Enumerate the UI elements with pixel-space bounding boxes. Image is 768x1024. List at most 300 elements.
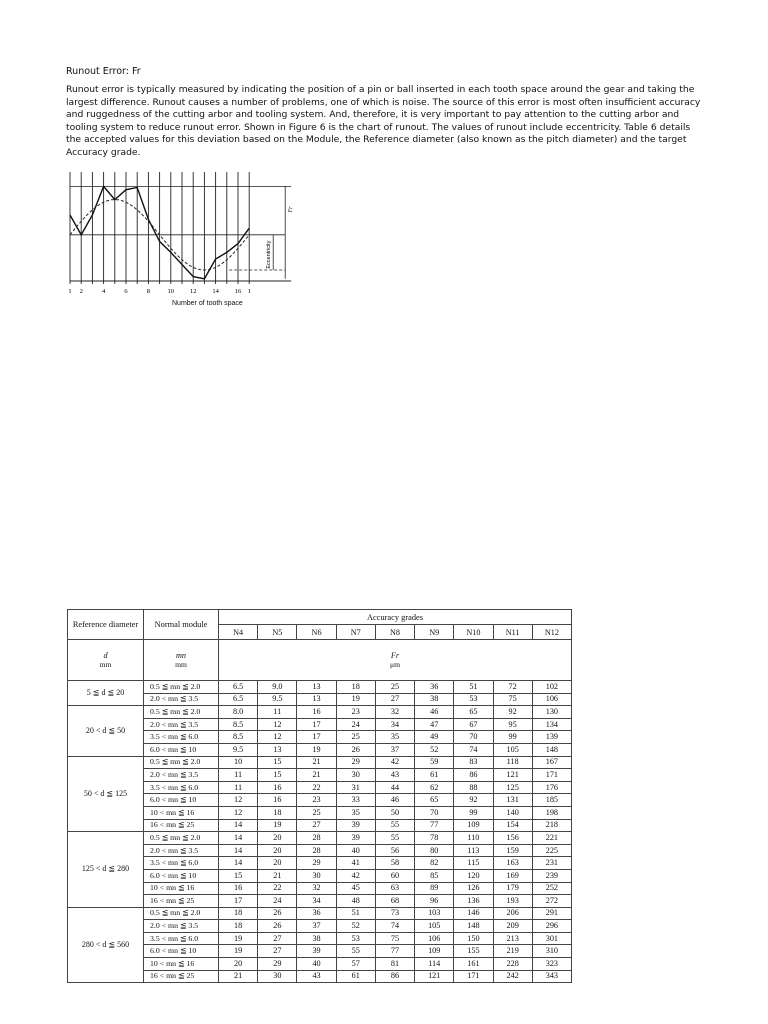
fr-value-cell: 35 [336, 806, 375, 819]
fr-value-cell: 23 [336, 706, 375, 719]
fr-value-cell: 109 [454, 819, 493, 832]
fr-value-cell: 60 [375, 869, 414, 882]
fr-value-cell: 96 [415, 895, 454, 908]
fr-value-cell: 16 [258, 781, 297, 794]
fr-value-cell: 80 [415, 844, 454, 857]
x-tick-label: 14 [212, 288, 219, 295]
fr-value-cell: 131 [493, 794, 532, 807]
fr-value-cell: 14 [219, 857, 258, 870]
fr-value-cell: 29 [258, 958, 297, 971]
fr-value-cell: 17 [297, 718, 336, 731]
module-range: 10 < mn ≦ 16 [144, 958, 219, 971]
fr-value-cell: 13 [297, 681, 336, 694]
table-row [68, 806, 572, 819]
fr-value-cell: 16 [219, 882, 258, 895]
fr-value-cell: 18 [258, 806, 297, 819]
fr-value-cell: 209 [493, 920, 532, 933]
fr-value-cell: 47 [415, 718, 454, 731]
ref-diameter-range: 20 < d ≦ 50 [68, 706, 144, 756]
fr-value-cell: 179 [493, 882, 532, 895]
m-symbol-cell: mn mm [144, 640, 219, 681]
fr-value-cell: 73 [375, 907, 414, 920]
fr-value-cell: 55 [375, 832, 414, 845]
fr-value-cell: 148 [454, 920, 493, 933]
fr-value-cell: 61 [336, 970, 375, 983]
fr-value-cell: 12 [258, 731, 297, 744]
fr-value-cell: 25 [375, 681, 414, 694]
fr-value-cell: 92 [493, 706, 532, 719]
fr-value-cell: 75 [375, 932, 414, 945]
table-row [68, 907, 572, 920]
fr-value-cell: 70 [415, 806, 454, 819]
table-row [68, 844, 572, 857]
module-range: 10 < mn ≦ 16 [144, 882, 219, 895]
module-range: 2.0 < mn ≦ 3.5 [144, 769, 219, 782]
x-tick-label: 1 [247, 288, 251, 295]
fr-value-cell: 49 [415, 731, 454, 744]
fr-value-cell: 62 [415, 781, 454, 794]
fr-value-cell: 24 [258, 895, 297, 908]
fr-value-cell: 40 [297, 958, 336, 971]
fr-value-cell: 30 [258, 970, 297, 983]
fr-value-cell: 99 [454, 806, 493, 819]
fr-value-cell: 17 [297, 731, 336, 744]
fr-value-cell: 85 [415, 869, 454, 882]
fr-value-cell: 33 [336, 794, 375, 807]
fr-value-cell: 30 [336, 769, 375, 782]
fr-value-cell: 63 [375, 882, 414, 895]
fr-value-cell: 41 [336, 857, 375, 870]
fr-value-cell: 9.5 [258, 693, 297, 706]
fr-value-cell: 12 [219, 794, 258, 807]
fr-value-cell: 35 [375, 731, 414, 744]
runout-chart-figure [62, 168, 342, 298]
fr-value-cell: 53 [336, 932, 375, 945]
fr-value-cell: 43 [297, 970, 336, 983]
fr-value-cell: 163 [493, 857, 532, 870]
fr-value-cell: 239 [532, 869, 571, 882]
table-row [68, 681, 572, 694]
fr-value-cell: 39 [336, 819, 375, 832]
fr-value-cell: 20 [258, 844, 297, 857]
fr-value-cell: 16 [258, 794, 297, 807]
fr-table-grid [67, 609, 572, 983]
table-row [68, 819, 572, 832]
ref-diameter-range: 280 < d ≦ 560 [68, 907, 144, 983]
fr-value-cell: 21 [297, 769, 336, 782]
table-row [68, 781, 572, 794]
fr-value-cell: 161 [454, 958, 493, 971]
fr-value-cell: 34 [297, 895, 336, 908]
fr-value-cell: 185 [532, 794, 571, 807]
fr-value-cell: 56 [375, 844, 414, 857]
fr-value-cell: 125 [493, 781, 532, 794]
x-tick-label: 10 [167, 288, 175, 295]
fr-value-cell: 52 [336, 920, 375, 933]
fr-value-cell: 146 [454, 907, 493, 920]
grade-header-n6: N6 [297, 625, 336, 640]
fr-value-cell: 18 [219, 907, 258, 920]
fr-value-cell: 105 [493, 743, 532, 756]
d-symbol-cell: d mm [68, 640, 144, 681]
ref-diameter-range: 5 ≦ d ≦ 20 [68, 681, 144, 706]
fr-value-cell: 55 [375, 819, 414, 832]
fr-value-cell: 121 [493, 769, 532, 782]
body-paragraph: Runout error is typically measured by indicating the position of a pin or ball inserted in each tooth space around the gear and taking the largest difference. Runout causes a number of problems, one of which is noise. The source of this error is most often insufficient accuracy and ruggedness of the cutting arbor and tooling system. And, therefore, it is very important to pay attention to the cutting arbor and tooling system to reduce runout error. Shown in Figure 6 is the chart of runout. The values of runout include eccentricity. Table 6 details the accepted values for this deviation based on the Module, the Reference diameter (also known as the pitch diameter) and the target Accuracy grade. [66, 84, 701, 158]
table-row [68, 895, 572, 908]
fr-label: Fr [288, 206, 295, 213]
fr-value-cell: 44 [375, 781, 414, 794]
fr-value-cell: 6.5 [219, 681, 258, 694]
fr-value-cell: 37 [375, 743, 414, 756]
fr-value-cell: 77 [375, 945, 414, 958]
fr-value-cell: 22 [297, 781, 336, 794]
grade-header-n5: N5 [258, 625, 297, 640]
module-range: 0.5 ≦ mn ≦ 2.0 [144, 756, 219, 769]
fr-value-cell: 155 [454, 945, 493, 958]
fr-value-cell: 27 [258, 932, 297, 945]
fr-value-cell: 8.5 [219, 731, 258, 744]
fr-value-cell: 45 [336, 882, 375, 895]
fr-value-cell: 19 [219, 932, 258, 945]
fr-value-cell: 148 [532, 743, 571, 756]
fr-value-cell: 113 [454, 844, 493, 857]
fr-value-cell: 37 [297, 920, 336, 933]
grade-header-n12: N12 [532, 625, 571, 640]
table-row [68, 718, 572, 731]
fr-value-cell: 242 [493, 970, 532, 983]
fr-value-cell: 21 [258, 869, 297, 882]
fr-value-cell: 48 [336, 895, 375, 908]
fr-value-cell: 28 [297, 844, 336, 857]
fr-value-cell: 20 [258, 857, 297, 870]
fr-symbol-cell: Fr μm [219, 640, 572, 681]
x-tick-label: 1 [68, 288, 72, 295]
x-tick-label: 4 [101, 288, 106, 295]
fr-value-cell: 228 [493, 958, 532, 971]
fr-value-cell: 310 [532, 945, 571, 958]
fr-value-cell: 27 [258, 945, 297, 958]
table-row [68, 958, 572, 971]
fr-value-cell: 74 [454, 743, 493, 756]
fr-value-cell: 106 [415, 932, 454, 945]
fr-value-cell: 46 [375, 794, 414, 807]
fr-value-cell: 11 [219, 781, 258, 794]
fr-value-cell: 20 [219, 958, 258, 971]
fr-value-cell: 231 [532, 857, 571, 870]
fr-value-cell: 39 [297, 945, 336, 958]
fr-value-cell: 83 [454, 756, 493, 769]
fr-value-cell: 30 [297, 869, 336, 882]
fr-value-cell: 105 [415, 920, 454, 933]
module-range: 0.5 ≦ mn ≦ 2.0 [144, 832, 219, 845]
fr-value-cell: 65 [415, 794, 454, 807]
x-tick-label: 8 [146, 288, 151, 295]
fr-value-cell: 72 [493, 681, 532, 694]
fr-value-cell: 213 [493, 932, 532, 945]
fr-value-cell: 43 [375, 769, 414, 782]
grade-header-n8: N8 [375, 625, 414, 640]
grade-header-n9: N9 [415, 625, 454, 640]
table-row [68, 832, 572, 845]
module-range: 16 < mn ≦ 25 [144, 895, 219, 908]
module-range: 0.5 ≦ mn ≦ 2.0 [144, 681, 219, 694]
header-ref-diameter: Reference diameter [68, 610, 144, 640]
module-range: 2.0 < mn ≦ 3.5 [144, 718, 219, 731]
fr-value-cell: 18 [219, 920, 258, 933]
fr-value-cell: 118 [493, 756, 532, 769]
module-range: 0.5 ≦ mn ≦ 2.0 [144, 706, 219, 719]
fr-value-cell: 52 [415, 743, 454, 756]
fr-value-cell: 102 [532, 681, 571, 694]
figure-xlabel: Number of tooth space [172, 300, 243, 307]
fr-value-cell: 218 [532, 819, 571, 832]
fr-value-cell: 19 [336, 693, 375, 706]
fr-value-cell: 19 [219, 945, 258, 958]
fr-value-cell: 136 [454, 895, 493, 908]
fr-value-cell: 171 [454, 970, 493, 983]
fr-value-cell: 13 [297, 693, 336, 706]
header-accuracy-grades: Accuracy grades [219, 610, 572, 625]
table-row [68, 706, 572, 719]
fr-value-cell: 15 [219, 869, 258, 882]
fr-value-cell: 51 [336, 907, 375, 920]
fr-value-cell: 23 [297, 794, 336, 807]
fr-value-cell: 159 [493, 844, 532, 857]
fr-value-cell: 12 [219, 806, 258, 819]
table-row [68, 756, 572, 769]
fr-value-cell: 219 [493, 945, 532, 958]
module-range: 3.5 < mn ≦ 6.0 [144, 781, 219, 794]
fr-value-cell: 110 [454, 832, 493, 845]
module-range: 6.0 < mn ≦ 10 [144, 794, 219, 807]
ref-diameter-range: 125 < d ≦ 280 [68, 832, 144, 908]
fr-value-cell: 15 [258, 769, 297, 782]
fr-value-cell: 46 [415, 706, 454, 719]
fr-value-cell: 252 [532, 882, 571, 895]
fr-value-cell: 92 [454, 794, 493, 807]
fr-value-cell: 150 [454, 932, 493, 945]
fr-value-cell: 86 [454, 769, 493, 782]
fr-value-cell: 42 [375, 756, 414, 769]
fr-value-cell: 171 [532, 769, 571, 782]
fr-value-cell: 42 [336, 869, 375, 882]
fr-value-cell: 88 [454, 781, 493, 794]
fr-value-cell: 32 [297, 882, 336, 895]
fr-value-cell: 15 [258, 756, 297, 769]
module-range: 6.0 < mn ≦ 10 [144, 743, 219, 756]
x-tick-label: 12 [189, 288, 197, 295]
fr-value-cell: 114 [415, 958, 454, 971]
fr-value-cell: 24 [336, 718, 375, 731]
fr-value-cell: 106 [532, 693, 571, 706]
module-range: 10 < mn ≦ 16 [144, 806, 219, 819]
fr-value-cell: 221 [532, 832, 571, 845]
fr-value-cell: 6.5 [219, 693, 258, 706]
fr-value-cell: 8.5 [219, 718, 258, 731]
fr-value-cell: 103 [415, 907, 454, 920]
fr-value-cell: 176 [532, 781, 571, 794]
fr-value-cell: 32 [375, 706, 414, 719]
module-range: 3.5 < mn ≦ 6.0 [144, 731, 219, 744]
module-range: 2.0 < mn ≦ 3.5 [144, 693, 219, 706]
module-range: 6.0 < mn ≦ 10 [144, 945, 219, 958]
fr-value-cell: 36 [415, 681, 454, 694]
fr-value-cell: 31 [336, 781, 375, 794]
module-range: 16 < mn ≦ 25 [144, 819, 219, 832]
fr-value-cell: 27 [375, 693, 414, 706]
x-tick-label: 6 [124, 288, 128, 295]
fr-value-cell: 51 [454, 681, 493, 694]
module-range: 3.5 < mn ≦ 6.0 [144, 857, 219, 870]
fr-value-cell: 120 [454, 869, 493, 882]
table-row [68, 731, 572, 744]
fr-value-cell: 169 [493, 869, 532, 882]
fr-value-cell: 26 [258, 907, 297, 920]
fr-value-cell: 65 [454, 706, 493, 719]
fr-value-cell: 13 [258, 743, 297, 756]
fr-value-cell: 89 [415, 882, 454, 895]
table-row [68, 932, 572, 945]
fr-value-cell: 126 [454, 882, 493, 895]
fr-value-cell: 206 [493, 907, 532, 920]
fr-value-cell: 10 [219, 756, 258, 769]
fr-value-cell: 19 [258, 819, 297, 832]
fr-value-cell: 21 [219, 970, 258, 983]
fr-value-cell: 67 [454, 718, 493, 731]
fr-value-cell: 27 [297, 819, 336, 832]
fr-value-cell: 14 [219, 819, 258, 832]
fr-value-cell: 40 [336, 844, 375, 857]
grade-header-n7: N7 [336, 625, 375, 640]
fr-value-cell: 55 [336, 945, 375, 958]
table-row [68, 882, 572, 895]
fr-value-cell: 61 [415, 769, 454, 782]
fr-value-cell: 34 [375, 718, 414, 731]
fr-value-cell: 9.5 [219, 743, 258, 756]
fr-value-cell: 19 [297, 743, 336, 756]
fr-value-cell: 323 [532, 958, 571, 971]
module-range: 6.0 < mn ≦ 10 [144, 869, 219, 882]
fr-value-cell: 16 [297, 706, 336, 719]
ref-diameter-range: 50 < d ≦ 125 [68, 756, 144, 832]
fr-value-cell: 58 [375, 857, 414, 870]
fr-value-cell: 77 [415, 819, 454, 832]
fr-value-cell: 156 [493, 832, 532, 845]
fr-value-cell: 75 [493, 693, 532, 706]
module-range: 2.0 < mn ≦ 3.5 [144, 920, 219, 933]
module-range: 16 < mn ≦ 25 [144, 970, 219, 983]
fr-value-cell: 109 [415, 945, 454, 958]
fr-value-cell: 8.0 [219, 706, 258, 719]
fr-value-cell: 50 [375, 806, 414, 819]
module-range: 3.5 < mn ≦ 6.0 [144, 932, 219, 945]
fr-value-cell: 18 [336, 681, 375, 694]
table-row [68, 920, 572, 933]
fr-value-cell: 81 [375, 958, 414, 971]
fr-value-cell: 17 [219, 895, 258, 908]
fr-value-cell: 198 [532, 806, 571, 819]
fr-value-cell: 36 [297, 907, 336, 920]
table-row [68, 970, 572, 983]
fr-value-cell: 301 [532, 932, 571, 945]
fr-value-cell: 22 [258, 882, 297, 895]
fr-value-cell: 82 [415, 857, 454, 870]
fr-value-cell: 53 [454, 693, 493, 706]
fr-value-cell: 14 [219, 844, 258, 857]
fr-value-cell: 70 [454, 731, 493, 744]
fr-value-cell: 29 [297, 857, 336, 870]
table-row [68, 743, 572, 756]
fr-value-cell: 25 [297, 806, 336, 819]
grade-header-n10: N10 [454, 625, 493, 640]
table-row [68, 769, 572, 782]
table-row [68, 794, 572, 807]
fr-value-cell: 225 [532, 844, 571, 857]
fr-value-cell: 12 [258, 718, 297, 731]
fr-value-cell: 25 [336, 731, 375, 744]
fr-value-cell: 26 [336, 743, 375, 756]
fr-value-cell: 296 [532, 920, 571, 933]
fr-value-cell: 21 [297, 756, 336, 769]
fr-value-cell: 95 [493, 718, 532, 731]
fr-value-cell: 193 [493, 895, 532, 908]
grade-header-n11: N11 [493, 625, 532, 640]
table-row [68, 945, 572, 958]
table-row [68, 857, 572, 870]
fr-value-cell: 167 [532, 756, 571, 769]
fr-value-cell: 154 [493, 819, 532, 832]
module-range: 0.5 ≦ mn ≦ 2.0 [144, 907, 219, 920]
fr-value-cell: 57 [336, 958, 375, 971]
runout-table [67, 609, 572, 983]
fr-value-cell: 14 [219, 832, 258, 845]
fr-value-cell: 11 [258, 706, 297, 719]
fr-value-cell: 26 [258, 920, 297, 933]
module-range: 2.0 < mn ≦ 3.5 [144, 844, 219, 857]
fr-value-cell: 343 [532, 970, 571, 983]
header-normal-module: Normal module [144, 610, 219, 640]
section-title: Runout Error: Fr [66, 66, 141, 77]
fr-value-cell: 38 [415, 693, 454, 706]
fr-value-cell: 74 [375, 920, 414, 933]
fr-value-cell: 68 [375, 895, 414, 908]
table-row [68, 869, 572, 882]
fr-value-cell: 28 [297, 832, 336, 845]
eccentricity-label: Eccentricity [266, 240, 273, 269]
fr-value-cell: 272 [532, 895, 571, 908]
x-tick-label: 16 [234, 288, 242, 295]
fr-value-cell: 121 [415, 970, 454, 983]
fr-value-cell: 140 [493, 806, 532, 819]
fr-value-cell: 59 [415, 756, 454, 769]
fr-value-cell: 29 [336, 756, 375, 769]
fr-value-cell: 130 [532, 706, 571, 719]
fr-value-cell: 86 [375, 970, 414, 983]
fr-value-cell: 134 [532, 718, 571, 731]
fr-value-cell: 20 [258, 832, 297, 845]
fr-value-cell: 291 [532, 907, 571, 920]
table-row [68, 693, 572, 706]
fr-value-cell: 115 [454, 857, 493, 870]
fr-value-cell: 38 [297, 932, 336, 945]
fr-value-cell: 78 [415, 832, 454, 845]
grade-header-n4: N4 [219, 625, 258, 640]
fr-value-cell: 11 [219, 769, 258, 782]
x-tick-label: 2 [79, 288, 83, 295]
fr-value-cell: 139 [532, 731, 571, 744]
fr-value-cell: 99 [493, 731, 532, 744]
